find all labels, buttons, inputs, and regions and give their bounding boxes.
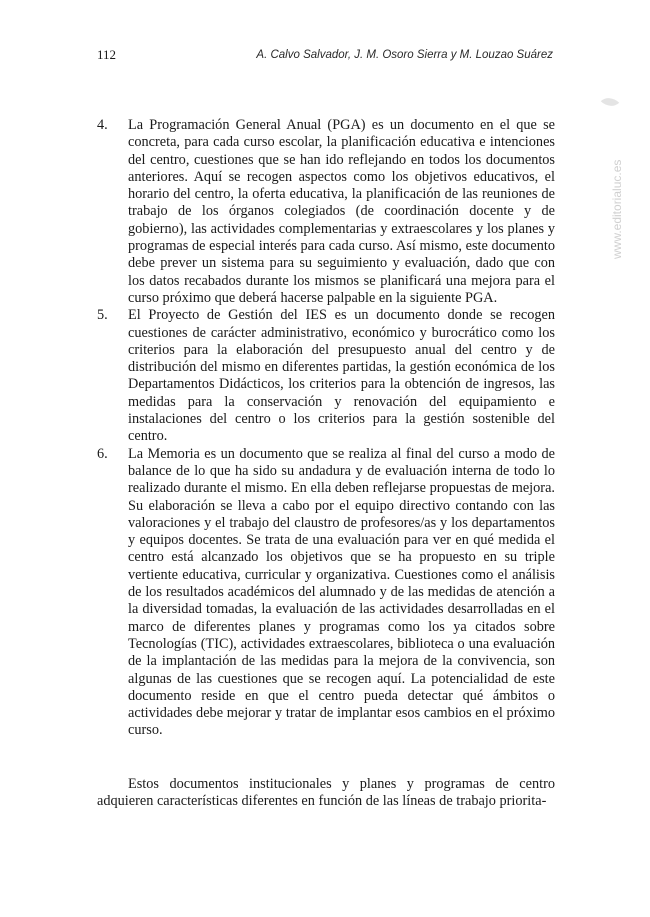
page-number: 112 xyxy=(97,47,117,62)
list-item-text: La Programación General Anual (PGA) es un documento en el que se concreta, para cada curso escolar, la planificación educativa e intenciones del centro, cuestiones que se han ido reflejando en todos los documentos anteriores. Aquí se recogen aspectos como los objetivos educativos, el horario del centro, la oferta educativa, la planificación de las reuniones de trabajo de los órganos colegiados (de coordinación docente y de gobierno), las actividades complementarias y extraescolares y los planes y programas de especial interés para cada curso. Así mismo, este documento debe prever un sistema para su seguimiento y evaluación, dado que con los datos recabados durante los mismos se planificará una mejora para el curso próximo que deberá hacerse palpable en la siguiente PGA. xyxy=(128,117,555,306)
main-text xyxy=(97,117,555,810)
list-item-number: 5. xyxy=(97,307,108,324)
running-head: A. Calvo Salvador, J. M. Osoro Sierra y M. Louzao Suárez xyxy=(256,49,553,61)
list-item xyxy=(97,307,555,445)
list-item-text: El Proyecto de Gestión del IES es un documento donde se recogen cuestiones de carácter administrativo, económico y burocrático como los criterios para la elaboración del presupuesto anual del centro y de distribución del mismo en diferentes partidas, la gestión económica de los Departamentos Didácticos, los criterios para la obtención de ingresos, las medidas para la conservación y renovación del equipamiento e instalaciones del centro o los criterios para la gestión sostenible del centro. xyxy=(128,307,555,445)
list-item xyxy=(97,446,555,740)
list-item-number: 4. xyxy=(97,117,108,133)
watermark-text: www.editorialuc.es xyxy=(610,159,624,259)
list-item-text: La Memoria es un documento que se realiza al final del curso a modo de balance de lo que ha sido su andadura y de evaluación interna de todo lo realizado durante el mismo. En ella deben reflejarse propuestas de mejora. Su elaboración se lleva a cabo por el equipo directivo contando con las valoraciones y el trabajo del claustro de profesores/as y los departamentos y equipos docentes. Se trata de una evaluación para ver en qué medida el centro está alcanzado los objetivos que se ha propuesto en su triple vertiente educativa, curricular y organizativa. Cuestiones como el análisis de los resultados académicos del alumnado y de las medidas de atención a la diversidad tomadas, la evaluación de las actividades desarrolladas en el marco de diferentes planes y programas como los ya citados sobre Tecnologías (TIC), actividades extraescolares, biblioteca o una evaluación de la implantación de las medidas para la mejora de la convivencia, son algunas de las cuestiones que se recogen aquí. La potencialidad de este documento reside en que el centro pueda detectar qué ámbitos o actividades debe mejorar y tratar de implantar esos cambios en el próximo curso. xyxy=(128,445,555,739)
list-item xyxy=(97,117,555,307)
numbered-list xyxy=(97,117,555,740)
list-item-number: 6. xyxy=(97,445,108,462)
closing-paragraph: Estos documentos institucionales y planes y programas de centro adquieren características diferentes en función de las líneas de trabajo priorita- xyxy=(97,775,555,809)
leaf-icon xyxy=(601,93,619,111)
